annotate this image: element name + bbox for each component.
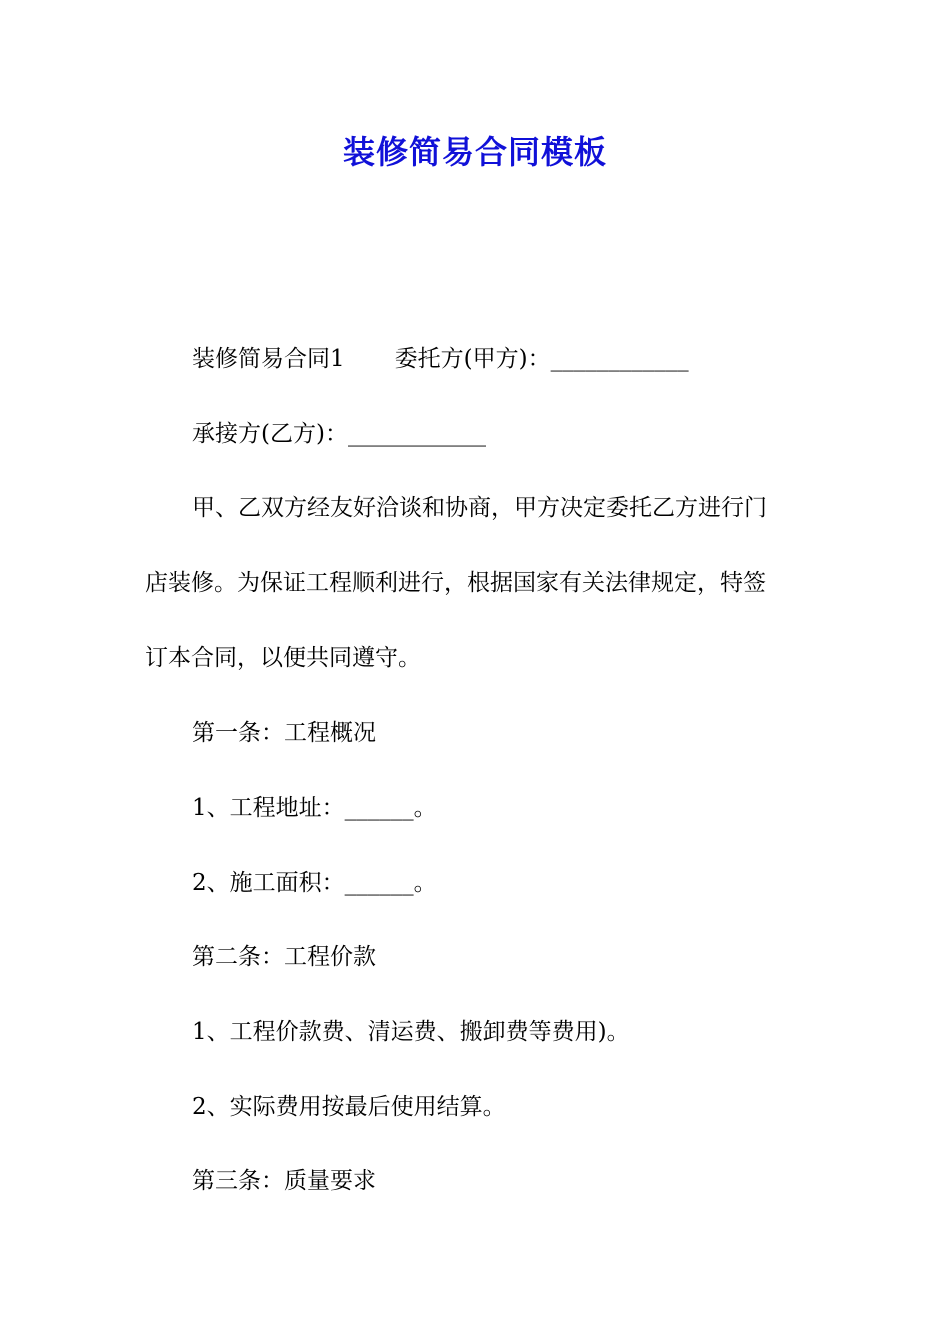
party-b-field: 承接方(乙方)：____________ [192, 421, 486, 447]
clause-item: 2、施工面积：______。 [192, 870, 437, 896]
paragraph-line: 甲、乙双方经友好洽谈和协商，甲方决定委托乙方进行门 [192, 495, 767, 521]
paragraph-line: 店装修。为保证工程顺利进行，根据国家有关法律规定，特签 [145, 570, 766, 596]
section-heading: 第三条：质量要求 [192, 1168, 376, 1194]
section-heading: 第一条：工程概况 [192, 720, 376, 746]
document-title: 装修简易合同模板 [342, 133, 607, 171]
clause-item: 1、工程价款费、清运费、搬卸费等费用)。 [192, 1019, 630, 1045]
contract-heading-line [192, 341, 862, 377]
section-heading: 第二条：工程价款 [192, 944, 376, 970]
party-a-field: 委托方(甲方)：____________ [394, 346, 689, 372]
contract-number-label: 装修简易合同1 [192, 346, 345, 372]
paragraph-line: 订本合同，以便共同遵守。 [145, 645, 421, 671]
clause-item: 2、实际费用按最后使用结算。 [192, 1094, 506, 1120]
clause-item: 1、工程地址：______。 [192, 795, 437, 821]
